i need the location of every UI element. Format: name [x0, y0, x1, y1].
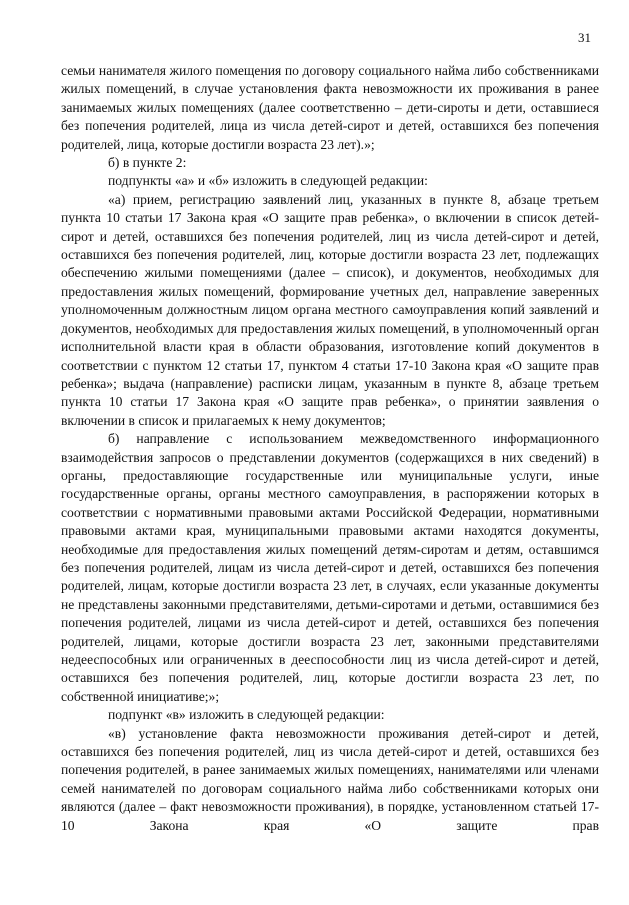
- paragraph-7: «в) установление факта невозможности проживания детей-сирот и детей, оставшихся без попечения родителей, лиц из числа детей-сирот и детей, оставшихся без попечения родителей, в ранее занимаемых жилых помещениях, нанимателями или членами семей нанимателей по договорам социального найма либо собственниками которых они являются (далее – факт невозможности проживания), в порядке, установленном статьей 17-10 Закона края «О защите прав: [61, 725, 599, 833]
- document-body: [61, 62, 599, 835]
- paragraph-6: подпункт «в» изложить в следующей редакции:: [108, 707, 385, 723]
- paragraph-1: семьи нанимателя жилого помещения по договору социального найма либо собственниками жилых помещений, в случае установления факта невозможности их проживания в ранее занимаемых жилых помещениях (далее соответственно – дети-сироты и дети, оставшиеся без попечения родителей, лица из числа детей-сирот и детей, оставшихся без попечения родителей, лица, которые достигли возраста 23 лет).»;: [61, 63, 599, 152]
- paragraph-2: б) в пункте 2:: [108, 155, 187, 171]
- paragraph-5: б) направление с использованием межведомственного информационного взаимодействия запросов о представлении документов (содержащихся в них сведений) в органы, предоставляющие государственные или муниципальные услуги, иные государственные органы, органы местного самоуправления, в распоряжении которых в соответствии с нормативными правовыми актами Российской Федерации, нормативными правовыми актами края, муниципальными правовыми актами находятся документы, необходимые для предоставления жилых помещений детям-сиротам и детям, оставшимся без попечения родителей, лицам из числа детей-сирот и детей, оставшихся без попечения родителей, лицам, которые достигли возраста 23 лет, в случаях, если указанные документы не представлены законными представителями, детьми-сиротами и детьми, оставшимися без попечения родителей, лицами из числа детей-сирот и детей, оставшихся без попечения родителей, лицами, которые достигли возраста 23 лет, законными представителями недееспособных или ограниченных в дееспособности лиц из числа детей-сирот и детей, оставшихся без попечения родителей, лиц, которые достигли возраста 23 лет, по собственной инициативе;»;: [61, 431, 599, 704]
- paragraph-4: «а) прием, регистрацию заявлений лиц, указанных в пункте 8, абзаце третьем пункта 10 статьи 17 Закона края «О защите прав ребенка», о включении в список детей-сирот и детей, оставшихся без попечения родителей, лиц из числа детей-сирот и детей, оставшихся без попечения родителей, лиц, которые достигли возраста 23 лет, подлежащих обеспечению жилыми помещениями (далее – список), и документов, необходимых для предоставления жилых помещений, формирование учетных дел, направление заверенных уполномоченным должностным лицом органа местного самоуправления копий заявлений и документов, необходимых для предоставления жилых помещений, в уполномоченный орган исполнительной власти края в области образования, изготовление копий документов в соответствии с пунктом 12 статьи 17, пунктом 4 статьи 17-10 Закона края «О защите прав ребенка»; выдача (направление) расписки лицам, указанным в пункте 8, абзаце третьем пункта 10 статьи 17 Закона края «О защите прав ребенка», о принятии заявления о включении в список и прилагаемых к нему документов;: [61, 191, 599, 428]
- paragraph-3: подпункты «а» и «б» изложить в следующей редакции:: [108, 173, 428, 189]
- page-number: 31: [578, 30, 591, 45]
